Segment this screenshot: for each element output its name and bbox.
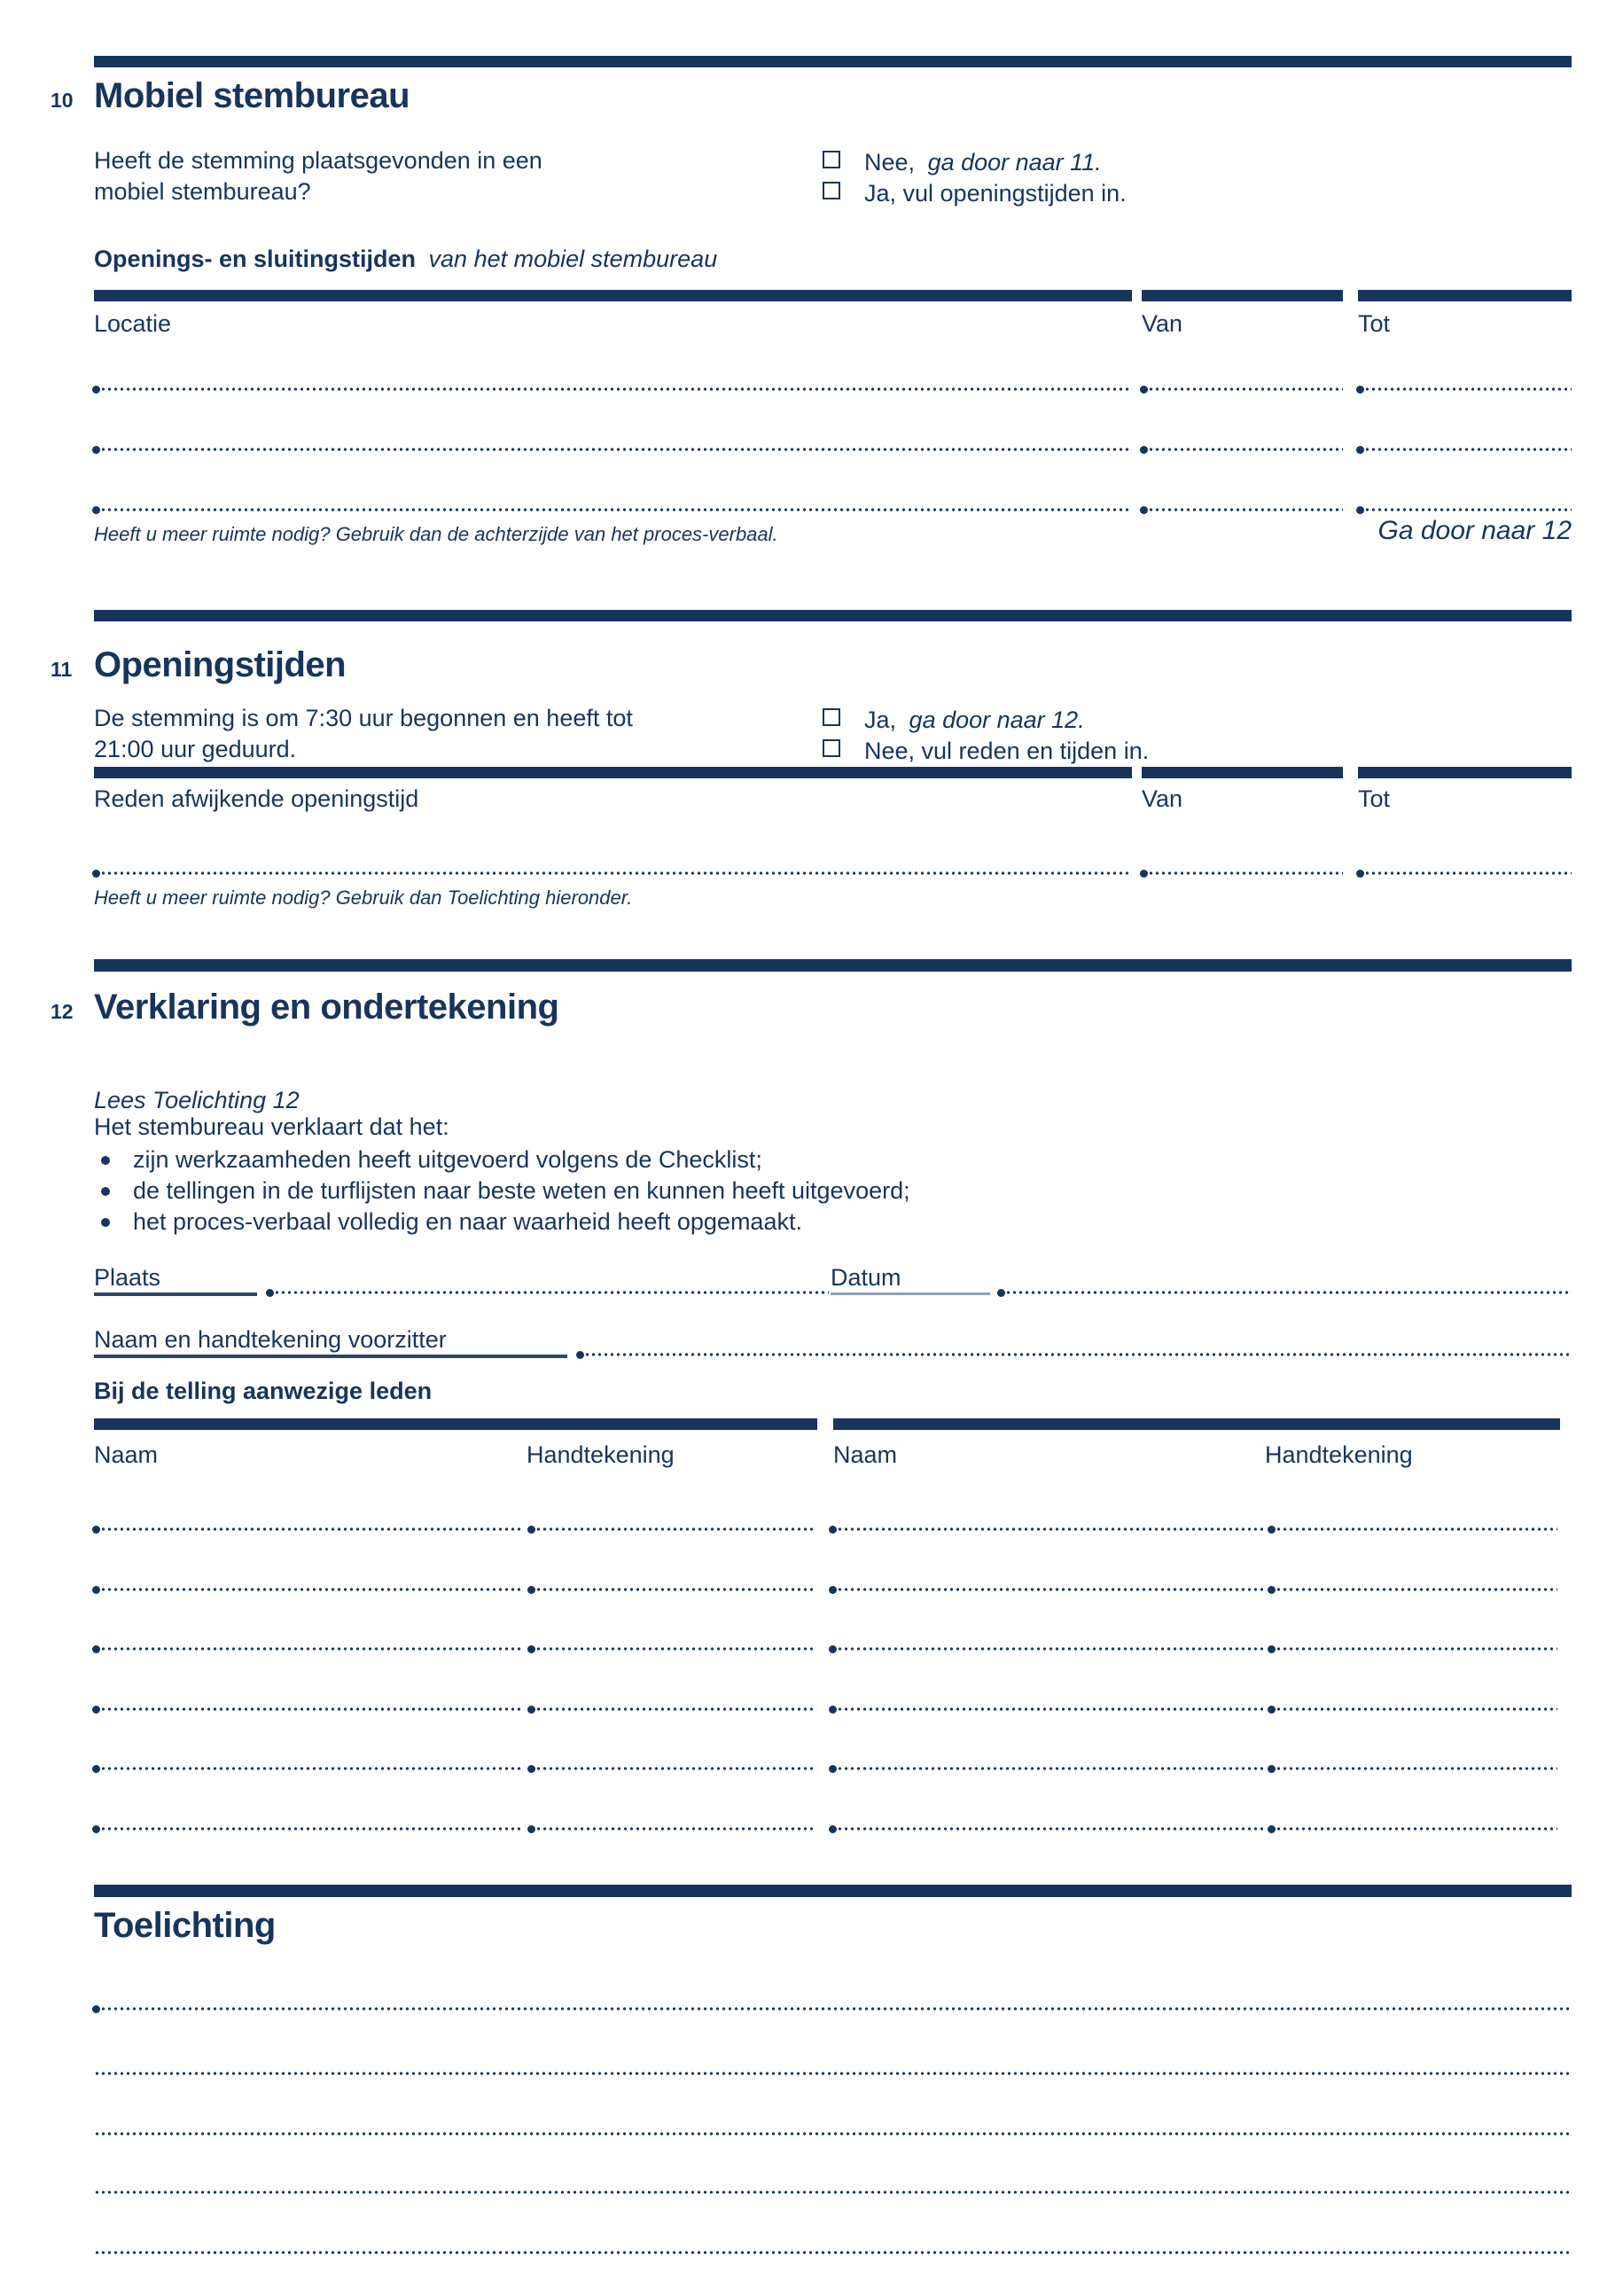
declaration-bullet: zijn werkzaamheden heeft uitgevoerd volgens de Checklist; (94, 1144, 910, 1175)
van-fill-line[interactable] (1142, 871, 1343, 875)
tot-fill-line[interactable] (1358, 387, 1572, 391)
toelichting-fill-line[interactable] (94, 2007, 1572, 2011)
naam-fill-line[interactable] (831, 1588, 1263, 1591)
section-11-number: 11 (51, 658, 73, 681)
mobiel-table-rule-locatie (94, 290, 1132, 301)
lees-toelichting-note: Lees Toelichting 12 (94, 1087, 300, 1113)
section-12-number: 12 (51, 1000, 74, 1023)
handtekening-fill-line[interactable] (1269, 1588, 1557, 1591)
naam-fill-line[interactable] (94, 1827, 523, 1831)
toelichting-fill-line[interactable] (94, 2072, 1572, 2075)
van-fill-line[interactable] (1142, 387, 1343, 391)
plaats-fill-line[interactable] (268, 1291, 829, 1294)
reden-table-rule-van (1142, 767, 1343, 778)
section-10-goto: Ga door naar 12 (1377, 516, 1572, 545)
locatie-fill-line[interactable] (94, 448, 1132, 451)
naam-fill-line[interactable] (94, 1588, 523, 1591)
option-ja-label: Ja, vul openingstijden in. (864, 180, 1127, 207)
handtekening-fill-line[interactable] (529, 1588, 815, 1591)
checkbox-ja-mobiel[interactable] (823, 182, 840, 199)
mobiel-table-caption-italic: van het mobiel stembureau (428, 246, 718, 272)
datum-label-underline (831, 1292, 990, 1295)
locatie-fill-line[interactable] (94, 387, 1132, 391)
naam-fill-line[interactable] (94, 1647, 523, 1651)
checkbox-nee-openingstijden[interactable] (823, 739, 840, 757)
naam-fill-line[interactable] (94, 1527, 523, 1531)
plaats-label-underline (94, 1292, 257, 1296)
section-11-top-rule (94, 610, 1572, 621)
option-nee-goto: ga door naar 11. (927, 149, 1102, 176)
handtekening-fill-line[interactable] (529, 1827, 815, 1831)
section-10-top-rule (94, 56, 1572, 67)
section-11-statement-line1: De stemming is om 7:30 uur begonnen en heeft tot (94, 705, 633, 731)
handtekening-fill-line[interactable] (1269, 1707, 1557, 1711)
section-11-note: Heeft u meer ruimte nodig? Gebruik dan Toelichting hieronder. (94, 886, 633, 909)
handtekening-fill-line[interactable] (529, 1707, 815, 1711)
naam-fill-line[interactable] (831, 1767, 1263, 1770)
tot-fill-line[interactable] (1358, 508, 1572, 512)
naam-fill-line[interactable] (831, 1647, 1263, 1651)
voorzitter-label-underline (94, 1355, 567, 1358)
section-10-question-line1: Heeft de stemming plaatsgevonden in een (94, 147, 542, 174)
leden-col-naam-1: Naam (94, 1441, 159, 1468)
handtekening-fill-line[interactable] (529, 1527, 815, 1531)
reden-col-tot: Tot (1358, 785, 1391, 812)
datum-label: Datum (831, 1264, 901, 1291)
section-10-question-line2: mobiel stembureau? (94, 178, 311, 205)
voorzitter-signature-line[interactable] (578, 1353, 1572, 1356)
option-ja-openingstijden-label (864, 708, 1085, 732)
plaats-label: Plaats (94, 1264, 161, 1291)
naam-fill-line[interactable] (94, 1767, 523, 1770)
reden-fill-line[interactable] (94, 871, 1132, 875)
declaration-bullet: het proces-verbaal volledig en naar waarheid heeft opgemaakt. (94, 1207, 910, 1238)
declaration-bullet-list (94, 1144, 910, 1238)
checkbox-ja-openingstijden[interactable] (823, 708, 840, 726)
naam-fill-line[interactable] (831, 1527, 1263, 1531)
leden-table-rule-left (94, 1418, 817, 1430)
datum-fill-line[interactable] (999, 1291, 1572, 1294)
mobiel-col-tot: Tot (1358, 310, 1391, 337)
handtekening-fill-line[interactable] (1269, 1527, 1557, 1531)
reden-col-van: Van (1142, 785, 1183, 812)
toelichting-fill-line[interactable] (94, 2251, 1572, 2254)
section-11-title: Openingstijden (94, 645, 347, 684)
toelichting-title: Toelichting (94, 1906, 276, 1945)
tot-fill-line[interactable] (1358, 871, 1572, 875)
option-nee-prefix: Nee, (864, 149, 916, 176)
locatie-fill-line[interactable] (94, 508, 1132, 512)
tot-fill-line[interactable] (1358, 448, 1572, 451)
naam-fill-line[interactable] (94, 1707, 523, 1711)
toelichting-fill-line[interactable] (94, 2191, 1572, 2194)
leden-table-rule-right (833, 1418, 1560, 1430)
leden-col-handtekening-2: Handtekening (1265, 1441, 1413, 1468)
reden-col-label: Reden afwijkende openingstijd (94, 785, 419, 812)
declaration-bullet: de tellingen in de turflijsten naar beste weten en kunnen heeft uitgevoerd; (94, 1175, 910, 1207)
voorzitter-label: Naam en handtekening voorzitter (94, 1326, 447, 1353)
naam-fill-line[interactable] (831, 1707, 1263, 1711)
mobiel-table-rule-tot (1358, 290, 1572, 301)
checkbox-nee-mobiel[interactable] (823, 151, 840, 168)
leden-caption: Bij de telling aanwezige leden (94, 1378, 433, 1404)
option-ja-prefix: Ja, (864, 707, 897, 733)
leden-col-naam-2: Naam (833, 1441, 898, 1468)
handtekening-fill-line[interactable] (1269, 1767, 1557, 1770)
section-10-title: Mobiel stembureau (94, 76, 410, 115)
mobiel-table-rule-van (1142, 290, 1343, 301)
handtekening-fill-line[interactable] (529, 1647, 815, 1651)
handtekening-fill-line[interactable] (1269, 1827, 1557, 1831)
section-10-note: Heeft u meer ruimte nodig? Gebruik dan de achterzijde van het proces-verbaal. (94, 523, 778, 545)
section-11-statement-line2: 21:00 uur geduurd. (94, 736, 297, 762)
option-nee-openingstijden-label: Nee, vul reden en tijden in. (864, 738, 1150, 764)
mobiel-table-caption-bold: Openings- en sluitingstijden (94, 246, 417, 272)
section-12-title: Verklaring en ondertekening (94, 988, 559, 1027)
handtekening-fill-line[interactable] (1269, 1647, 1557, 1651)
toelichting-top-rule (94, 1885, 1572, 1897)
reden-table-rule-reden (94, 767, 1132, 778)
declaration-intro: Het stembureau verklaart dat het: (94, 1113, 449, 1140)
handtekening-fill-line[interactable] (529, 1767, 815, 1770)
option-ja-goto: ga door naar 12. (909, 707, 1085, 733)
toelichting-fill-line[interactable] (94, 2132, 1572, 2136)
option-nee-label (864, 151, 1102, 175)
leden-col-handtekening-1: Handtekening (527, 1441, 675, 1468)
mobiel-col-van: Van (1142, 310, 1183, 337)
section-10-number: 10 (51, 89, 74, 112)
reden-table-rule-tot (1358, 767, 1572, 778)
van-fill-line[interactable] (1142, 448, 1343, 451)
mobiel-col-locatie: Locatie (94, 310, 172, 337)
van-fill-line[interactable] (1142, 508, 1343, 512)
section-12-top-rule (94, 959, 1572, 972)
naam-fill-line[interactable] (831, 1827, 1263, 1831)
mobiel-table-caption (94, 247, 717, 271)
